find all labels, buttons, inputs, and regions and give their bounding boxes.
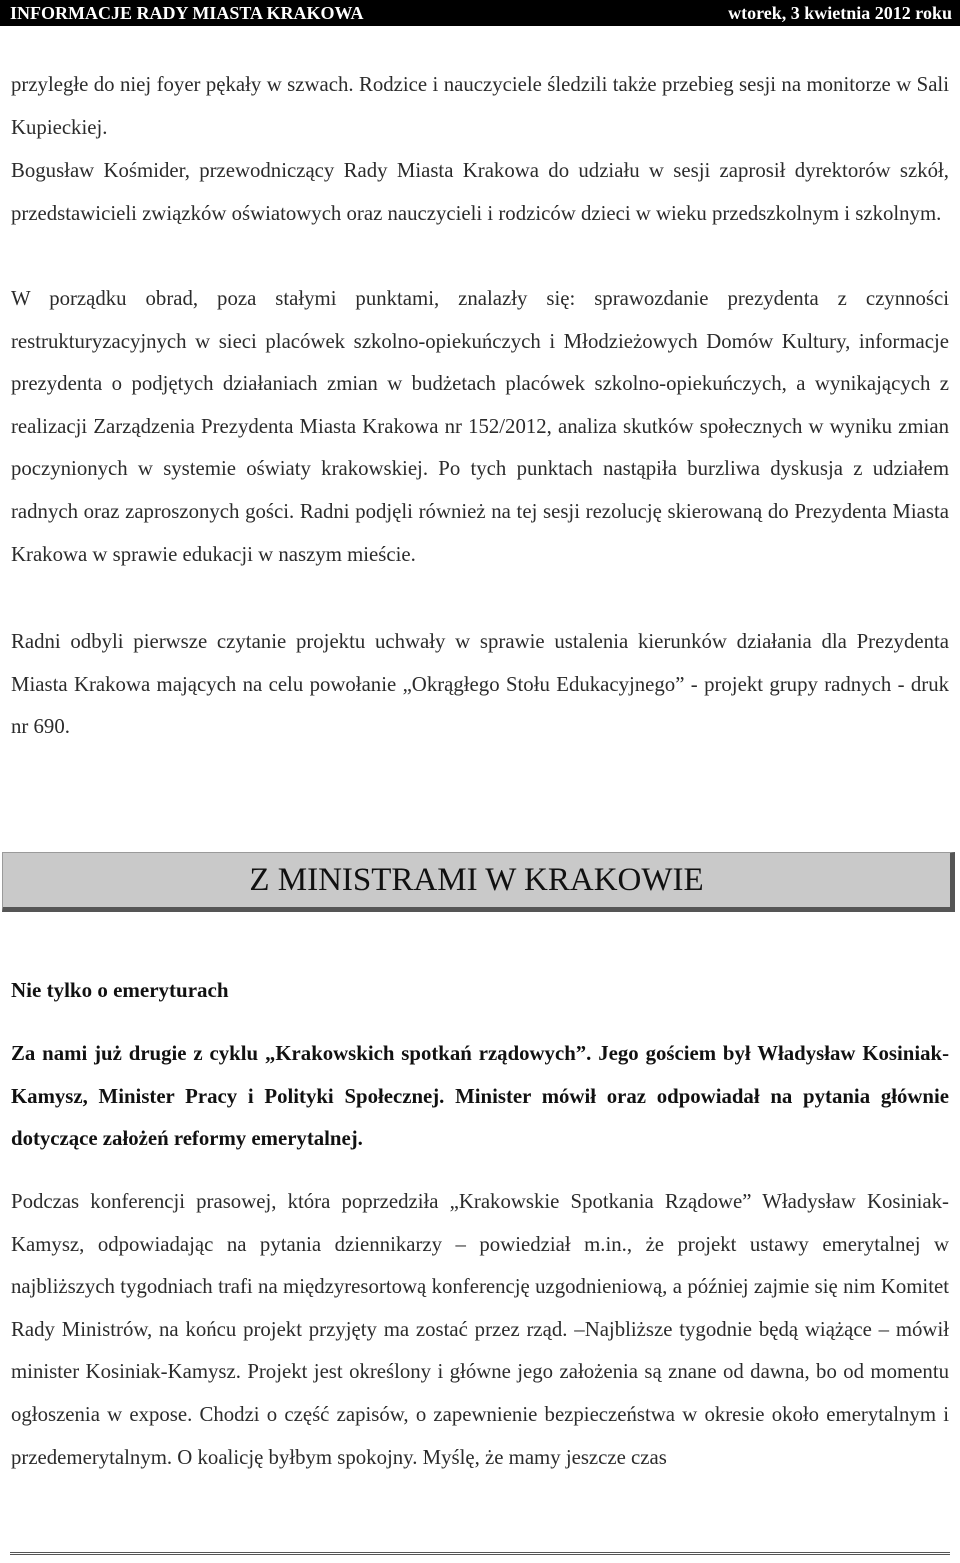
section-banner xyxy=(2,852,955,912)
paragraph-invitation: Bogusław Kośmider, przewodniczący Rady Miasta Krakowa do udziału w sesji zaprosił dyrektorów szkół, przedstawicieli związków oświatowych oraz nauczycieli i rodziców dzieci w wieku przedszkolnym i szkolnym. xyxy=(11,159,949,225)
paragraph-agenda: W porządku obrad, poza stałymi punktami, znalazły się: sprawozdanie prezydenta z czynności restrukturyzacyjnych w sieci placówek szkolno-opiekuńczych i Młodzieżowych Domów Kultury, informacje prezydenta o podjętych działaniach zmian w budżetach placówek szkolno-opiekuńczych, a wynikających z realizacji Zarządzenia Prezydenta Miasta Krakowa nr 152/2012, analiza skutków społecznych w wyniku zmian poczynionych w systemie oświaty krakowskiej. Po tych punktach nastąpiła burzliwa dyskusja z udziałem radnych oraz zaproszonych gości. Radni podjęli również na tej sesji rezolucję skierowaną do Prezydenta Miasta Krakowa w sprawie edukacji w naszym mieście. xyxy=(11,287,949,566)
article-body: Podczas konferencji prasowej, która poprzedziła „Krakowskie Spotkania Rządowe” Władysław Kosiniak-Kamysz, odpowiadając na pytania dziennikarzy – powiedział m.in., że projekt ustawy emerytalnej w najbliższych tygodniach trafi na międzyresortową konferencję uzgodnieniową, a później zajmie się nim Komitet Rady Ministrów, na końcu projekt przyjęty ma zostać przez rząd. –Najbliższe tygodnie będą wiążące – mówił minister Kosiniak-Kamysz. Projekt jest określony i główne jego założenia są znane od dawna, bo od momentu ogłoszenia w expose. Chodzi o część zapisów, o zapewnienie bezpieczeństwa w okresie około emerytalnym i przedemerytalnym. O koalicję byłbym spokojny. Myślę, że mamy jeszcze czas xyxy=(11,1190,949,1469)
paragraph-foyer: przyległe do niej foyer pękały w szwach. Rodzice i nauczyciele śledzili także przebieg sesji na monitorze w Sali Kupieckiej. xyxy=(11,73,949,139)
paragraph-first-reading: Radni odbyli pierwsze czytanie projektu uchwały w sprawie ustalenia kierunków działania dla Prezydenta Miasta Krakowa mających na celu powołanie „Okrągłego Stołu Edukacyjnego” - projekt grupy radnych - druk nr 690. xyxy=(11,630,949,739)
article-subheading: Nie tylko o emeryturach xyxy=(11,978,229,1002)
publication-title: INFORMACJE RADY MIASTA KRAKOWA xyxy=(10,3,364,23)
page-header xyxy=(0,0,960,26)
article-lead: Za nami już drugie z cyklu „Krakowskich spotkań rządowych”. Jego gościem był Władysław Kosiniak-Kamysz, Minister Pracy i Polityki Społecznej. Minister mówił oraz odpowiadał na pytania głównie dotyczące założeń reformy emerytalnej. xyxy=(11,1042,949,1151)
issue-date: wtorek, 3 kwietnia 2012 roku xyxy=(728,3,952,23)
footer-rule xyxy=(10,1552,950,1555)
section-title: Z MINISTRAMI W KRAKOWIE xyxy=(249,862,704,898)
